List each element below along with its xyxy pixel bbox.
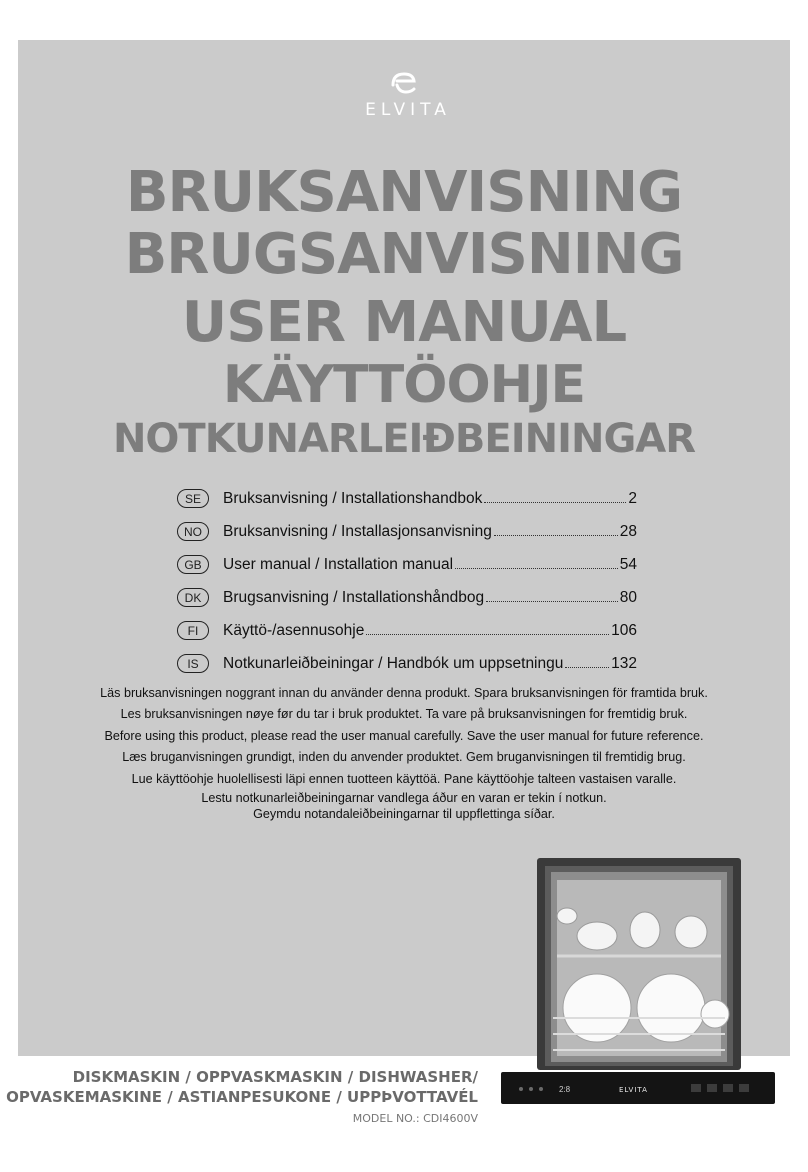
product-type-line2: OPVASKEMASKINE / ASTIANPESUKONE / UPPÞVOTTAVÉL	[6, 1088, 478, 1106]
language-badge: IS	[177, 654, 209, 673]
title-is: NOTKUNARLEIÐBEININGAR	[112, 416, 696, 462]
dot-leader	[565, 655, 609, 668]
toc-page: 28	[619, 522, 637, 540]
toc-item-dk[interactable]	[177, 581, 637, 614]
dishwasher-image	[501, 858, 775, 1104]
model-number: MODEL NO.: CDI4600V	[352, 1112, 478, 1125]
safety-notices	[30, 683, 778, 822]
title-se: BRUKSANVISNING	[125, 160, 683, 225]
toc-page: 54	[619, 555, 637, 573]
language-badge: GB	[177, 555, 209, 574]
language-badge: DK	[177, 588, 209, 607]
language-badge: NO	[177, 522, 209, 541]
toc-page: 80	[619, 588, 637, 606]
language-badge: SE	[177, 489, 209, 508]
toc-item-gb[interactable]	[177, 548, 637, 581]
toc-label: Notkunarleiðbeiningar / Handbók um uppsetningu	[223, 654, 564, 672]
notice-no: Les bruksanvisningen nøye før du tar i bruk produktet. Ta vare på bruksanvisningen for fremtidig bruk.	[120, 707, 688, 722]
toc-label: Bruksanvisning / Installasjonsanvisning	[223, 522, 492, 540]
notice-is-2: Geymdu notandaleiðbeiningarnar til uppflettinga síðar.	[253, 807, 555, 822]
toc-item-is[interactable]	[177, 647, 637, 680]
brand-logo	[0, 70, 808, 120]
notice-dk: Læs bruganvisningen grundigt, inden du anvender produktet. Gem bruganvisningen til fremtidig brug.	[122, 750, 686, 765]
title-gb: USER MANUAL	[181, 290, 627, 355]
toc-item-no[interactable]	[177, 515, 637, 548]
toc-item-fi[interactable]	[177, 614, 637, 647]
dot-leader	[494, 523, 618, 536]
product-type-line1: DISKMASKIN / OPPVASKMASKIN / DISHWASHER/	[72, 1068, 478, 1086]
toc-item-se[interactable]	[177, 482, 637, 515]
brand-name: ELVITA	[365, 100, 451, 120]
language-badge: FI	[177, 621, 209, 640]
dot-leader	[366, 622, 609, 635]
panel-brand: ELVITA	[619, 1086, 648, 1094]
toc-label: Käyttö-/asennusohje	[223, 621, 365, 639]
title-dk: BRUGSANVISNING	[124, 222, 684, 287]
control-display: 2:8	[559, 1085, 571, 1094]
toc-page: 132	[611, 654, 637, 672]
toc-label: Brugsanvisning / Installationshåndbog	[223, 588, 485, 606]
toc-page: 106	[611, 621, 637, 639]
notice-fi: Lue käyttöohje huolellisesti läpi ennen tuotteen käyttöä. Pane käyttöohje talteen vastaisen varalle.	[131, 771, 677, 786]
toc-label: User manual / Installation manual	[223, 555, 454, 573]
toc-page: 2	[628, 489, 637, 507]
title-fi: KÄYTTÖOHJE	[222, 355, 586, 415]
dot-leader	[486, 589, 618, 602]
dot-leader	[484, 490, 626, 503]
notice-is-1: Lestu notkunarleiðbeiningarnar vandlega áður en varan er tekin í notkun.	[201, 791, 607, 806]
dot-leader	[455, 556, 618, 569]
notice-se: Läs bruksanvisningen noggrant innan du använder denna produkt. Spara bruksanvisningen för framtida bruk.	[100, 686, 708, 700]
toc-label: Bruksanvisning / Installationshandbok	[223, 489, 483, 507]
elvita-logo-icon	[387, 70, 421, 96]
notice-gb: Before using this product, please read the user manual carefully. Save the user manual for future reference.	[104, 728, 704, 743]
table-of-contents	[177, 482, 637, 680]
